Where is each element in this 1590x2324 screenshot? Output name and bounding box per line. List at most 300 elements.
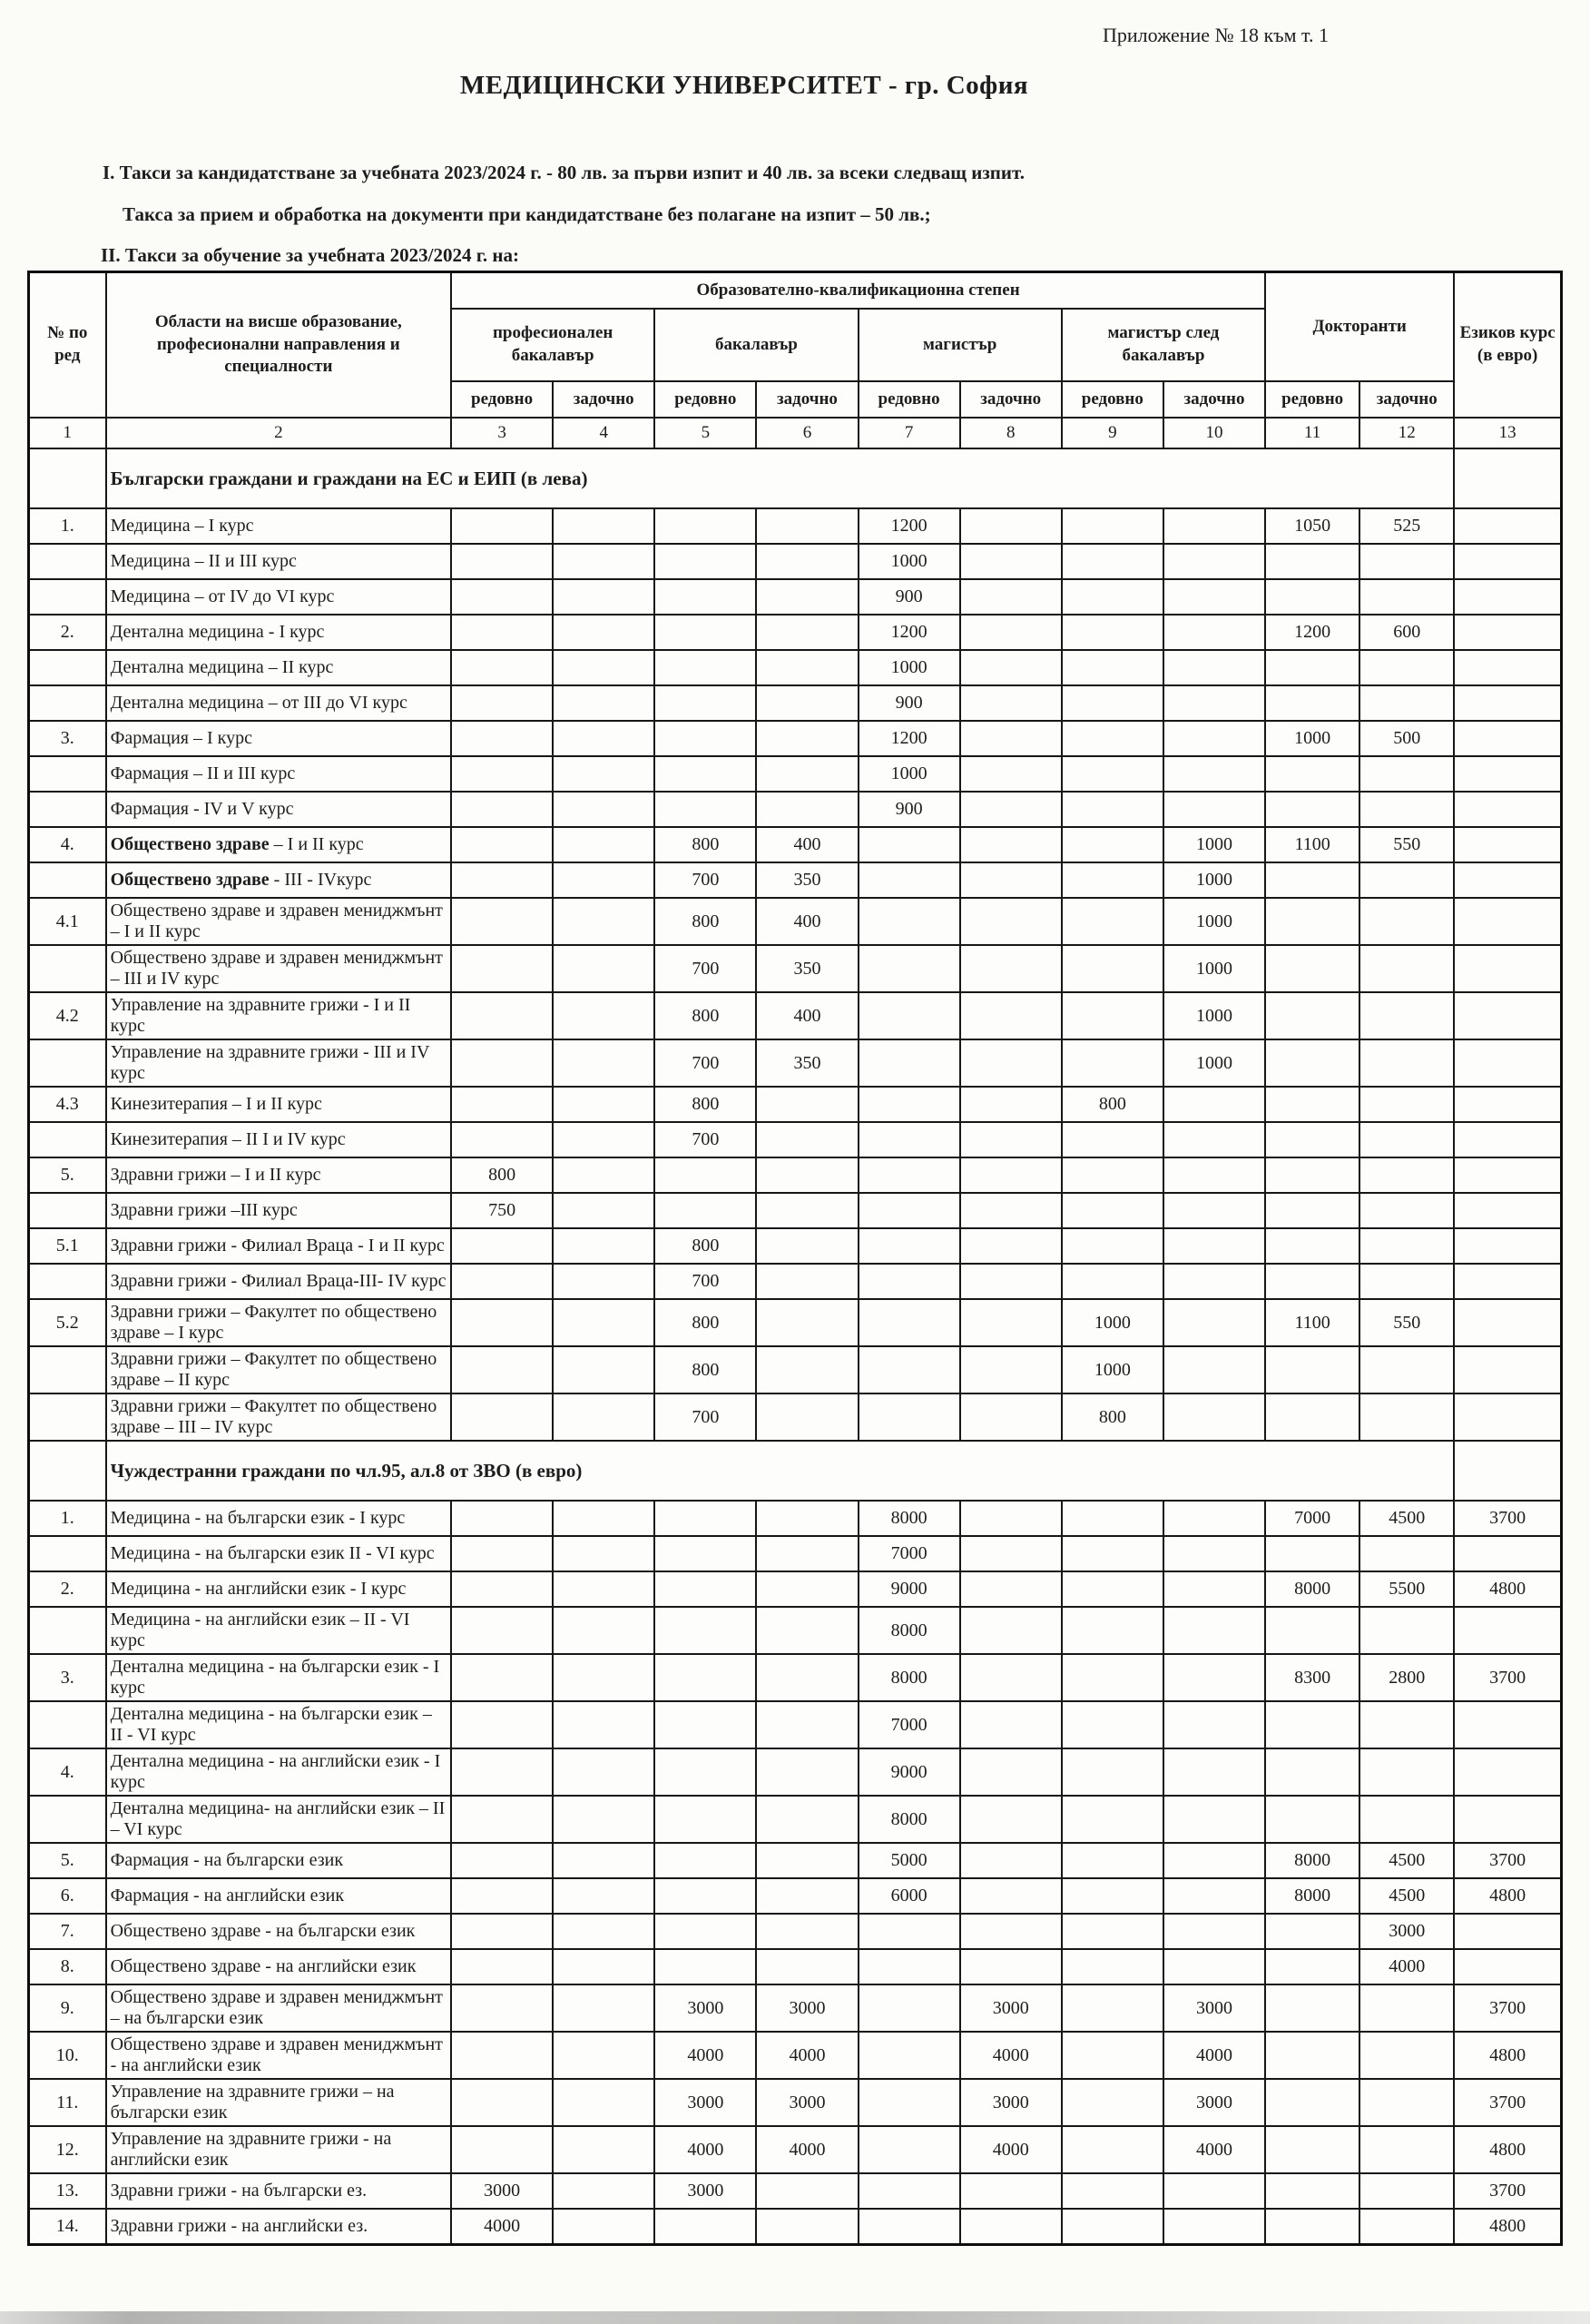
specialty-label-cell: Здравни грижи –III курс	[106, 1193, 451, 1228]
specialty-label-cell: Дентална медицина – II курс	[106, 650, 451, 685]
bachelor-zadochno-cell: 350	[756, 945, 858, 992]
master-after-bachelor-redovno-cell	[1062, 1914, 1163, 1949]
language-course-fee-cell	[1454, 1299, 1561, 1346]
doktoranti-redovno-cell	[1265, 1264, 1359, 1299]
specialty-label-cell: Медицина – от IV до VI курс	[106, 579, 451, 615]
bachelor-zadochno-cell	[756, 685, 858, 721]
bachelor-zadochno-cell	[756, 1878, 858, 1914]
master-after-bachelor-zadochno-cell	[1163, 508, 1265, 544]
bachelor-zadochno-cell	[756, 615, 858, 650]
doktoranti-redovno-cell	[1265, 898, 1359, 945]
row-number-cell	[29, 1039, 106, 1087]
doktoranti-zadochno-cell	[1359, 685, 1454, 721]
master-after-bachelor-zadochno-cell	[1163, 1748, 1265, 1796]
master-after-bachelor-redovno-cell	[1062, 1039, 1163, 1087]
master-after-bachelor-zadochno-cell	[1163, 1393, 1265, 1441]
master-redovno-cell: 900	[859, 579, 960, 615]
specialty-label-cell: Управление на здравните грижи – на български език	[106, 2079, 451, 2126]
language-course-fee-cell: 3700	[1454, 2173, 1561, 2209]
master-after-bachelor-zadochno-cell	[1163, 1878, 1265, 1914]
prof-bachelor-zadochno-cell	[553, 1228, 654, 1264]
bachelor-redovno-cell	[654, 508, 756, 544]
prof-bachelor-redovno-cell	[451, 1087, 553, 1122]
fee-row	[29, 544, 1562, 579]
specialty-label-cell: Дентална медицина - на български език – II - VI курс	[106, 1701, 451, 1748]
doktoranti-zadochno-cell	[1359, 1122, 1454, 1157]
master-after-bachelor-redovno-cell	[1062, 685, 1163, 721]
prof-bachelor-zadochno-cell	[553, 1087, 654, 1122]
header-row-number: № по ред	[29, 272, 106, 419]
bachelor-redovno-cell	[654, 1878, 756, 1914]
prof-bachelor-redovno-cell: 800	[451, 1157, 553, 1193]
specialty-label-cell: Медицина - на английски език - I курс	[106, 1571, 451, 1607]
fee-row	[29, 2079, 1562, 2126]
language-course-fee-cell	[1454, 1346, 1561, 1393]
doktoranti-zadochno-cell	[1359, 756, 1454, 792]
fee-row	[29, 508, 1562, 544]
master-after-bachelor-redovno-cell	[1062, 1796, 1163, 1843]
prof-bachelor-redovno-cell	[451, 721, 553, 756]
specialty-label-cell: Здравни грижи – I и II курс	[106, 1157, 451, 1193]
bachelor-zadochno-cell: 4000	[756, 2126, 858, 2173]
specialty-label-cell: Фармация – I курс	[106, 721, 451, 756]
doktoranti-redovno-cell: 8000	[1265, 1571, 1359, 1607]
doktoranti-redovno-cell	[1265, 1122, 1359, 1157]
bachelor-redovno-cell: 700	[654, 945, 756, 992]
row-number-cell	[29, 1536, 106, 1571]
fee-row	[29, 1228, 1562, 1264]
bachelor-redovno-cell: 3000	[654, 2173, 756, 2209]
fee-row	[29, 1122, 1562, 1157]
master-zadochno-cell	[960, 1264, 1062, 1299]
doktoranti-redovno-cell	[1265, 1157, 1359, 1193]
prof-bachelor-redovno-cell	[451, 1914, 553, 1949]
specialty-label-cell: Медицина – I курс	[106, 508, 451, 544]
doktoranti-redovno-cell	[1265, 650, 1359, 685]
bachelor-redovno-cell: 4000	[654, 2032, 756, 2079]
master-zadochno-cell	[960, 1607, 1062, 1654]
language-course-fee-cell	[1454, 1193, 1561, 1228]
row-number-cell	[29, 792, 106, 827]
language-course-fee-cell: 3700	[1454, 1984, 1561, 2032]
master-after-bachelor-redovno-cell: 800	[1062, 1393, 1163, 1441]
prof-bachelor-zadochno-cell	[553, 1157, 654, 1193]
bachelor-zadochno-cell	[756, 650, 858, 685]
prof-bachelor-redovno-cell	[451, 615, 553, 650]
specialty-label-cell: Управление на здравните грижи - III и IV курс	[106, 1039, 451, 1087]
doktoranti-zadochno-cell	[1359, 1228, 1454, 1264]
intro-line-processing-fee: Такса за прием и обработка на документи при кандидатстване без полагане на изпит – 50 лв.;	[123, 203, 931, 225]
doktoranti-zadochno-cell	[1359, 650, 1454, 685]
doktoranti-zadochno-cell: 4500	[1359, 1501, 1454, 1536]
prof-bachelor-zadochno-cell	[553, 1193, 654, 1228]
fee-row	[29, 650, 1562, 685]
master-zadochno-cell	[960, 1346, 1062, 1393]
master-zadochno-cell	[960, 2173, 1062, 2209]
prof-bachelor-zadochno-cell	[553, 650, 654, 685]
master-after-bachelor-redovno-cell	[1062, 1949, 1163, 1984]
doktoranti-zadochno-cell	[1359, 1748, 1454, 1796]
master-after-bachelor-redovno-cell	[1062, 1571, 1163, 1607]
prof-bachelor-zadochno-cell	[553, 1843, 654, 1878]
master-redovno-cell	[859, 1914, 960, 1949]
column-number: 10	[1163, 418, 1265, 448]
header-mode-redovno: редовно	[859, 381, 960, 418]
header-master: магистър	[859, 309, 1062, 381]
column-number: 1	[29, 418, 106, 448]
master-redovno-cell: 1200	[859, 721, 960, 756]
fee-row	[29, 1501, 1562, 1536]
fee-row	[29, 721, 1562, 756]
language-course-fee-cell	[1454, 827, 1561, 862]
master-after-bachelor-redovno-cell	[1062, 1701, 1163, 1748]
doktoranti-redovno-cell	[1265, 756, 1359, 792]
fee-row	[29, 1299, 1562, 1346]
bachelor-redovno-cell: 700	[654, 862, 756, 898]
bachelor-redovno-cell	[654, 1748, 756, 1796]
master-after-bachelor-redovno-cell	[1062, 650, 1163, 685]
bachelor-redovno-cell: 800	[654, 992, 756, 1039]
bachelor-zadochno-cell	[756, 1228, 858, 1264]
master-after-bachelor-zadochno-cell: 1000	[1163, 1039, 1265, 1087]
fee-row	[29, 945, 1562, 992]
doktoranti-zadochno-cell: 550	[1359, 1299, 1454, 1346]
bachelor-zadochno-cell	[756, 1299, 858, 1346]
fee-row	[29, 579, 1562, 615]
row-number-cell	[29, 756, 106, 792]
master-after-bachelor-redovno-cell	[1062, 827, 1163, 862]
master-redovno-cell	[859, 2126, 960, 2173]
doktoranti-zadochno-cell	[1359, 862, 1454, 898]
bachelor-redovno-cell	[654, 1536, 756, 1571]
specialty-label-cell: Кинезитерапия – II I и IV курс	[106, 1122, 451, 1157]
doktoranti-zadochno-cell: 3000	[1359, 1914, 1454, 1949]
master-redovno-cell: 1000	[859, 544, 960, 579]
master-zadochno-cell	[960, 1157, 1062, 1193]
row-number-cell: 14.	[29, 2209, 106, 2245]
prof-bachelor-redovno-cell	[451, 2126, 553, 2173]
prof-bachelor-redovno-cell	[451, 1571, 553, 1607]
prof-bachelor-redovno-cell	[451, 579, 553, 615]
section-header-row	[29, 448, 1562, 508]
language-course-fee-cell: 3700	[1454, 1501, 1561, 1536]
bachelor-zadochno-cell	[756, 1571, 858, 1607]
column-number: 11	[1265, 418, 1359, 448]
master-redovno-cell	[859, 898, 960, 945]
doktoranti-zadochno-cell: 600	[1359, 615, 1454, 650]
specialty-label-cell: Медицина - на български език II - VI курс	[106, 1536, 451, 1571]
specialty-label-cell: Обществено здраве - на английски език	[106, 1949, 451, 1984]
master-after-bachelor-redovno-cell	[1062, 1193, 1163, 1228]
doktoranti-zadochno-cell	[1359, 2032, 1454, 2079]
row-number-cell: 11.	[29, 2079, 106, 2126]
specialty-label-cell: Обществено здраве и здравен мениджмънт – I и II курс	[106, 898, 451, 945]
prof-bachelor-redovno-cell	[451, 1122, 553, 1157]
header-language-course: Езиков курс (в евро)	[1454, 272, 1561, 419]
specialty-label-cell: Дентална медицина - на български език - I курс	[106, 1654, 451, 1701]
master-redovno-cell: 9000	[859, 1571, 960, 1607]
bachelor-redovno-cell	[654, 1501, 756, 1536]
row-number-cell: 5.2	[29, 1299, 106, 1346]
prof-bachelor-zadochno-cell	[553, 685, 654, 721]
master-redovno-cell: 8000	[859, 1501, 960, 1536]
row-number-cell: 4.1	[29, 898, 106, 945]
bachelor-zadochno-cell	[756, 1264, 858, 1299]
bachelor-redovno-cell	[654, 756, 756, 792]
prof-bachelor-redovno-cell	[451, 1393, 553, 1441]
row-number-cell	[29, 579, 106, 615]
language-course-fee-cell	[1454, 1122, 1561, 1157]
prof-bachelor-redovno-cell	[451, 1984, 553, 2032]
language-course-fee-cell	[1454, 756, 1561, 792]
prof-bachelor-redovno-cell	[451, 1501, 553, 1536]
fee-row	[29, 1157, 1562, 1193]
section-header-row	[29, 1441, 1562, 1501]
master-redovno-cell	[859, 2079, 960, 2126]
master-after-bachelor-redovno-cell: 1000	[1062, 1299, 1163, 1346]
specialty-label-cell: Обществено здраве – I и II курс	[106, 827, 451, 862]
bachelor-zadochno-cell: 350	[756, 862, 858, 898]
language-course-fee-cell: 4800	[1454, 1571, 1561, 1607]
row-number-cell: 4.2	[29, 992, 106, 1039]
specialty-label-cell: Здравни грижи - Филиал Враца - I и II курс	[106, 1228, 451, 1264]
master-zadochno-cell	[960, 1654, 1062, 1701]
doktoranti-zadochno-cell	[1359, 1193, 1454, 1228]
doktoranti-zadochno-cell: 500	[1359, 721, 1454, 756]
specialty-label-cell: Здравни грижи – Факултет по обществено здраве – II курс	[106, 1346, 451, 1393]
master-after-bachelor-zadochno-cell	[1163, 2173, 1265, 2209]
doktoranti-redovno-cell	[1265, 1984, 1359, 2032]
master-after-bachelor-redovno-cell	[1062, 2032, 1163, 2079]
row-number-cell: 2.	[29, 1571, 106, 1607]
master-zadochno-cell	[960, 1087, 1062, 1122]
prof-bachelor-redovno-cell	[451, 1949, 553, 1984]
master-zadochno-cell	[960, 1571, 1062, 1607]
row-number-cell	[29, 1264, 106, 1299]
master-after-bachelor-redovno-cell	[1062, 2126, 1163, 2173]
bachelor-zadochno-cell	[756, 579, 858, 615]
language-course-fee-cell	[1454, 721, 1561, 756]
specialty-label-cell: Обществено здраве и здравен мениджмънт – на български език	[106, 1984, 451, 2032]
language-course-fee-cell: 4800	[1454, 2126, 1561, 2173]
bachelor-zadochno-cell: 400	[756, 992, 858, 1039]
column-number: 9	[1062, 418, 1163, 448]
master-redovno-cell	[859, 1264, 960, 1299]
master-after-bachelor-redovno-cell	[1062, 1654, 1163, 1701]
prof-bachelor-zadochno-cell	[553, 898, 654, 945]
master-after-bachelor-zadochno-cell	[1163, 685, 1265, 721]
bachelor-zadochno-cell	[756, 1122, 858, 1157]
doktoranti-redovno-cell	[1265, 1748, 1359, 1796]
language-course-fee-cell	[1454, 1393, 1561, 1441]
master-after-bachelor-redovno-cell	[1062, 1748, 1163, 1796]
specialty-label-cell: Обществено здраве и здравен мениджмънт - на английски език	[106, 2032, 451, 2079]
prof-bachelor-zadochno-cell	[553, 579, 654, 615]
prof-bachelor-redovno-cell	[451, 1346, 553, 1393]
bachelor-redovno-cell	[654, 650, 756, 685]
specialty-label-cell: Управление на здравните грижи - I и II курс	[106, 992, 451, 1039]
header-mode-redovno: редовно	[1062, 381, 1163, 418]
doktoranti-zadochno-cell	[1359, 1701, 1454, 1748]
prof-bachelor-redovno-cell	[451, 898, 553, 945]
bachelor-redovno-cell	[654, 685, 756, 721]
specialty-label-cell: Медицина – II и III курс	[106, 544, 451, 579]
master-zadochno-cell	[960, 508, 1062, 544]
fee-row	[29, 827, 1562, 862]
master-after-bachelor-redovno-cell	[1062, 862, 1163, 898]
specialty-label-cell: Здравни грижи - Филиал Враца-III- IV курс	[106, 1264, 451, 1299]
prof-bachelor-zadochno-cell	[553, 792, 654, 827]
doktoranti-redovno-cell	[1265, 992, 1359, 1039]
doktoranti-redovno-cell: 8000	[1265, 1843, 1359, 1878]
master-zadochno-cell	[960, 1748, 1062, 1796]
prof-bachelor-redovno-cell	[451, 992, 553, 1039]
master-after-bachelor-zadochno-cell	[1163, 1701, 1265, 1748]
header-master-after-bachelor: магистър след бакалавър	[1062, 309, 1265, 381]
master-after-bachelor-zadochno-cell	[1163, 1571, 1265, 1607]
doktoranti-redovno-cell	[1265, 1087, 1359, 1122]
master-after-bachelor-zadochno-cell	[1163, 1796, 1265, 1843]
prof-bachelor-redovno-cell	[451, 862, 553, 898]
prof-bachelor-redovno-cell	[451, 945, 553, 992]
header-mode-zadochno: задочно	[1163, 381, 1265, 418]
prof-bachelor-zadochno-cell	[553, 1501, 654, 1536]
master-after-bachelor-zadochno-cell	[1163, 1228, 1265, 1264]
bachelor-zadochno-cell	[756, 792, 858, 827]
table-body	[29, 448, 1562, 2245]
doktoranti-redovno-cell	[1265, 2173, 1359, 2209]
tuition-fee-table	[27, 271, 1563, 2246]
master-after-bachelor-redovno-cell	[1062, 992, 1163, 1039]
master-zadochno-cell	[960, 1228, 1062, 1264]
prof-bachelor-zadochno-cell	[553, 1949, 654, 1984]
intro-line-application-fees: I. Такси за кандидатстване за учебната 2023/2024 г. - 80 лв. за първи изпит и 40 лв. за всеки следващ изпит.	[103, 162, 1025, 183]
specialty-label-cell: Фармация - на български език	[106, 1843, 451, 1878]
master-after-bachelor-zadochno-cell: 4000	[1163, 2126, 1265, 2173]
master-redovno-cell: 5000	[859, 1843, 960, 1878]
master-after-bachelor-zadochno-cell	[1163, 721, 1265, 756]
language-course-fee-cell	[1454, 1796, 1561, 1843]
row-number-cell: 5.	[29, 1157, 106, 1193]
bachelor-redovno-cell	[654, 1796, 756, 1843]
prof-bachelor-redovno-cell	[451, 1843, 553, 1878]
bachelor-redovno-cell	[654, 721, 756, 756]
bachelor-redovno-cell	[654, 579, 756, 615]
prof-bachelor-zadochno-cell	[553, 1346, 654, 1393]
specialty-label-cell: Фармация - на английски език	[106, 1878, 451, 1914]
language-course-fee-cell: 3700	[1454, 1843, 1561, 1878]
prof-bachelor-zadochno-cell	[553, 1796, 654, 1843]
header-mode-redovno: редовно	[654, 381, 756, 418]
master-zadochno-cell	[960, 685, 1062, 721]
master-after-bachelor-redovno-cell	[1062, 544, 1163, 579]
prof-bachelor-redovno-cell	[451, 1796, 553, 1843]
master-after-bachelor-redovno-cell: 800	[1062, 1087, 1163, 1122]
bachelor-redovno-cell: 700	[654, 1122, 756, 1157]
header-mode-zadochno: задочно	[1359, 381, 1454, 418]
fee-row	[29, 1914, 1562, 1949]
fee-row	[29, 1748, 1562, 1796]
bachelor-redovno-cell: 800	[654, 1228, 756, 1264]
fee-row	[29, 1393, 1562, 1441]
master-after-bachelor-redovno-cell	[1062, 898, 1163, 945]
fee-row	[29, 1571, 1562, 1607]
prof-bachelor-zadochno-cell	[553, 827, 654, 862]
master-redovno-cell	[859, 827, 960, 862]
fee-row	[29, 1878, 1562, 1914]
doktoranti-zadochno-cell: 4500	[1359, 1878, 1454, 1914]
language-course-fee-cell	[1454, 1228, 1561, 1264]
bachelor-redovno-cell	[654, 1914, 756, 1949]
prof-bachelor-redovno-cell	[451, 1228, 553, 1264]
master-after-bachelor-zadochno-cell	[1163, 1087, 1265, 1122]
prof-bachelor-zadochno-cell	[553, 2126, 654, 2173]
master-after-bachelor-zadochno-cell	[1163, 1607, 1265, 1654]
master-after-bachelor-redovno-cell	[1062, 721, 1163, 756]
bachelor-redovno-cell	[654, 1949, 756, 1984]
master-zadochno-cell	[960, 945, 1062, 992]
column-number: 2	[106, 418, 451, 448]
master-after-bachelor-zadochno-cell: 1000	[1163, 945, 1265, 992]
doktoranti-zadochno-cell	[1359, 1346, 1454, 1393]
master-after-bachelor-zadochno-cell	[1163, 1346, 1265, 1393]
doktoranti-redovno-cell: 1100	[1265, 827, 1359, 862]
row-number-cell	[29, 544, 106, 579]
doktoranti-zadochno-cell: 4000	[1359, 1949, 1454, 1984]
master-redovno-cell	[859, 1346, 960, 1393]
master-zadochno-cell	[960, 721, 1062, 756]
bachelor-redovno-cell: 700	[654, 1393, 756, 1441]
fee-row	[29, 1701, 1562, 1748]
prof-bachelor-redovno-cell	[451, 685, 553, 721]
row-number-cell: 3.	[29, 721, 106, 756]
fee-row	[29, 1039, 1562, 1087]
row-number-cell	[29, 650, 106, 685]
master-zadochno-cell	[960, 898, 1062, 945]
column-number: 12	[1359, 418, 1454, 448]
specialty-label-cell: Кинезитерапия – I и II курс	[106, 1087, 451, 1122]
language-course-fee-cell	[1454, 579, 1561, 615]
row-number-cell	[29, 862, 106, 898]
doktoranti-zadochno-cell	[1359, 2209, 1454, 2245]
row-number-cell: 1.	[29, 508, 106, 544]
master-zadochno-cell	[960, 1796, 1062, 1843]
prof-bachelor-redovno-cell	[451, 1299, 553, 1346]
row-number-cell: 5.1	[29, 1228, 106, 1264]
fee-row	[29, 992, 1562, 1039]
doktoranti-zadochno-cell	[1359, 992, 1454, 1039]
prof-bachelor-redovno-cell	[451, 508, 553, 544]
prof-bachelor-zadochno-cell	[553, 1536, 654, 1571]
doktoranti-zadochno-cell	[1359, 1264, 1454, 1299]
specialty-label-cell: Медицина - на български език - I курс	[106, 1501, 451, 1536]
master-zadochno-cell	[960, 792, 1062, 827]
bachelor-zadochno-cell: 400	[756, 827, 858, 862]
bachelor-zadochno-cell	[756, 1393, 858, 1441]
doktoranti-redovno-cell	[1265, 685, 1359, 721]
language-course-fee-cell	[1454, 1914, 1561, 1949]
bachelor-redovno-cell	[654, 1701, 756, 1748]
master-redovno-cell	[859, 945, 960, 992]
doktoranti-redovno-cell	[1265, 1607, 1359, 1654]
column-number: 13	[1454, 418, 1561, 448]
doktoranti-redovno-cell	[1265, 792, 1359, 827]
fee-row	[29, 1193, 1562, 1228]
language-course-fee-cell	[1454, 1039, 1561, 1087]
table-header	[29, 272, 1562, 449]
header-prof-bachelor: професионален бакалавър	[451, 309, 654, 381]
master-after-bachelor-zadochno-cell	[1163, 1949, 1265, 1984]
